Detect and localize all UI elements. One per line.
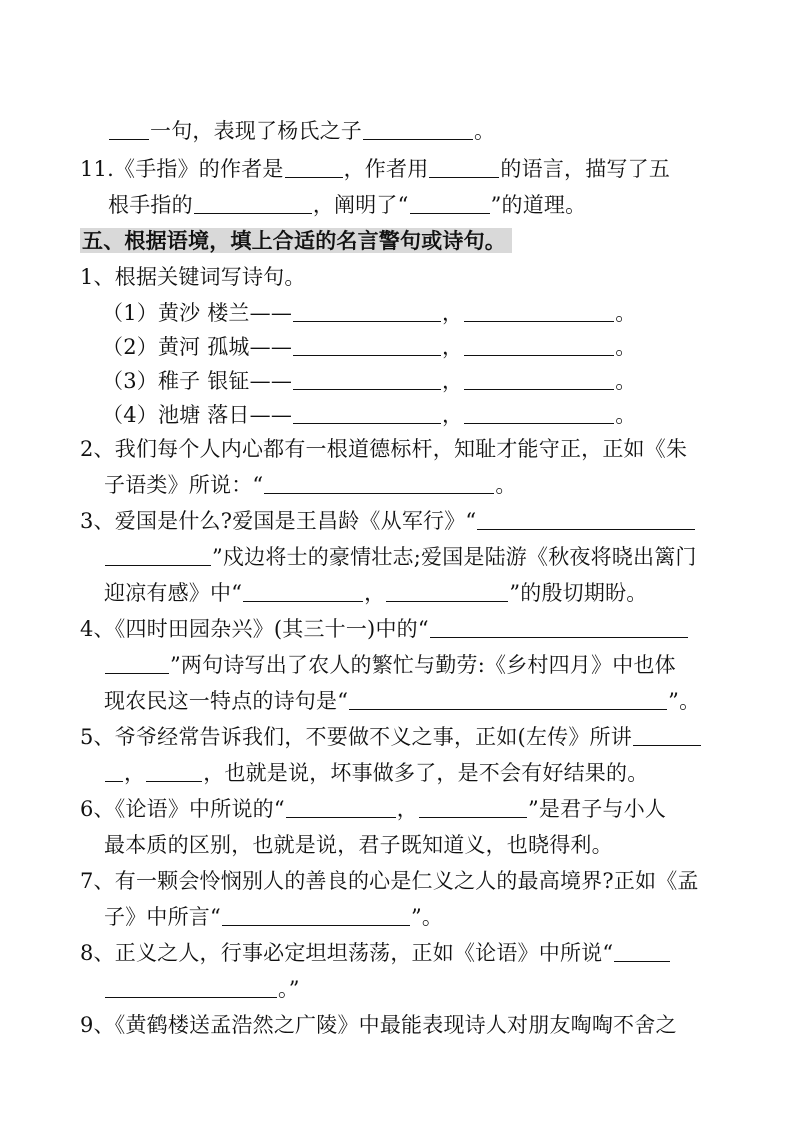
text: ”的殷切期盼。 bbox=[509, 581, 648, 605]
answer-blank[interactable] bbox=[105, 780, 123, 782]
answer-blank[interactable] bbox=[293, 354, 441, 356]
item-label: （3）稚子 银钲—— bbox=[102, 369, 293, 393]
text: ”是君子与小人 bbox=[528, 797, 667, 821]
text: 2、我们每个人内心都有一根道德标杆，知耻才能守正，正如《朱 bbox=[80, 437, 688, 461]
answer-blank[interactable] bbox=[410, 212, 490, 214]
question-5-line-1 bbox=[80, 720, 702, 754]
item-label: （2）黄河 孤城—— bbox=[102, 335, 293, 359]
answer-blank[interactable] bbox=[614, 960, 670, 962]
text: 现农民这一特点的诗句是“ bbox=[104, 689, 349, 713]
question-6-line-2 bbox=[104, 828, 613, 862]
answer-blank[interactable] bbox=[293, 422, 441, 424]
text: ”戍边将士的豪情壮志;爱国是陆游《秋夜将晓出篱门 bbox=[212, 545, 697, 569]
answer-blank[interactable] bbox=[105, 672, 169, 674]
text: ”的道理。 bbox=[490, 193, 587, 217]
item-label: （1）黄沙 楼兰—— bbox=[102, 301, 293, 325]
section-5-heading bbox=[80, 224, 512, 258]
answer-blank[interactable] bbox=[464, 422, 614, 424]
answer-blank[interactable] bbox=[363, 138, 473, 140]
text: 子》中所言“ bbox=[104, 905, 221, 929]
question-8-line-1 bbox=[80, 936, 671, 970]
text: 8、正义之人，行事必定坦坦荡荡，正如《论语》中所说“ bbox=[80, 941, 614, 965]
answer-blank[interactable] bbox=[243, 600, 363, 602]
question-4-line-2 bbox=[104, 648, 676, 682]
question-1-item-1 bbox=[102, 296, 636, 330]
answer-blank[interactable] bbox=[109, 138, 149, 140]
text: 6、《论语》中所说的“ bbox=[80, 797, 285, 821]
text: 1、根据关键词写诗句。 bbox=[80, 265, 306, 289]
text: ， bbox=[442, 335, 464, 359]
text: ”两句诗写出了农人的繁忙与勤劳:《乡村四月》中也体 bbox=[170, 653, 676, 677]
answer-blank[interactable] bbox=[222, 924, 410, 926]
question-7-line-2 bbox=[104, 900, 443, 934]
answer-blank[interactable] bbox=[264, 492, 494, 494]
answer-blank[interactable] bbox=[105, 996, 277, 998]
question-11-line-1 bbox=[80, 152, 670, 186]
answer-blank[interactable] bbox=[477, 528, 695, 530]
question-5-line-2 bbox=[104, 756, 648, 790]
answer-blank[interactable] bbox=[430, 636, 688, 638]
answer-blank[interactable] bbox=[429, 176, 499, 178]
question-2-line-2 bbox=[104, 468, 517, 502]
text: ，阐明了“ bbox=[312, 193, 409, 217]
text: ”。 bbox=[410, 905, 444, 929]
text: 。 bbox=[615, 301, 637, 325]
text: 迎凉有感》中“ bbox=[104, 581, 243, 605]
text: 的语言，描写了五 bbox=[500, 157, 671, 181]
answer-blank[interactable] bbox=[293, 320, 441, 322]
question-3-line-2 bbox=[104, 540, 697, 574]
text: ， bbox=[364, 581, 386, 605]
answer-blank[interactable] bbox=[419, 816, 527, 818]
question-1-item-3 bbox=[102, 364, 636, 398]
question-4-line-1 bbox=[80, 612, 689, 646]
question-1-item-4 bbox=[102, 398, 636, 432]
text: 。 bbox=[615, 335, 637, 359]
text: 4、《四时田园杂兴》(其三十一)中的“ bbox=[80, 617, 429, 641]
text: 根手指的 bbox=[108, 193, 193, 217]
text: ，也就是说，坏事做多了，是不会有好结果的。 bbox=[203, 761, 649, 785]
question-3-line-3 bbox=[104, 576, 647, 610]
text: 子语类》所说：“ bbox=[104, 473, 264, 497]
text: 一句，表现了杨氏之子 bbox=[150, 119, 362, 143]
text: 。 bbox=[495, 473, 517, 497]
text: ， bbox=[124, 761, 146, 785]
answer-blank[interactable] bbox=[464, 320, 614, 322]
question-6-line-1 bbox=[80, 792, 666, 826]
question-1-item-2 bbox=[102, 330, 636, 364]
text: 最本质的区别，也就是说，君子既知道义，也晓得利。 bbox=[104, 833, 613, 857]
answer-blank[interactable] bbox=[194, 212, 312, 214]
text: 9、《黄鹤楼送孟浩然之广陵》中最能表现诗人对朋友啕啕不舍之 bbox=[80, 1013, 677, 1037]
text: 。 bbox=[474, 119, 496, 143]
text: 3、爱国是什么?爱国是王昌龄《从军行》“ bbox=[80, 509, 477, 533]
text: 。” bbox=[278, 977, 300, 1001]
question-7-line-1 bbox=[80, 864, 699, 898]
answer-blank[interactable] bbox=[349, 708, 667, 710]
text: 5、爷爷经常告诉我们，不要做不义之事，正如(左传》所讲 bbox=[80, 725, 632, 749]
answer-blank[interactable] bbox=[146, 780, 202, 782]
answer-blank[interactable] bbox=[105, 564, 211, 566]
answer-blank[interactable] bbox=[386, 600, 508, 602]
question-2-line-1 bbox=[80, 432, 687, 466]
text: 11.《手指》的作者是 bbox=[80, 157, 284, 181]
answer-blank[interactable] bbox=[633, 744, 701, 746]
text: ”。 bbox=[668, 689, 701, 713]
answer-blank[interactable] bbox=[286, 816, 396, 818]
text: 7、有一颗会怜悯别人的善良的心是仁义之人的最高境界?正如《孟 bbox=[80, 869, 699, 893]
text: ， bbox=[442, 403, 464, 427]
text: ， bbox=[442, 301, 464, 325]
question-4-line-3 bbox=[104, 684, 700, 718]
answer-blank[interactable] bbox=[293, 388, 441, 390]
text: 。 bbox=[615, 369, 637, 393]
item-label: （4）池塘 落日—— bbox=[102, 403, 293, 427]
section-title: 五、根据语境，填上合适的名言警句或诗句。 bbox=[80, 228, 512, 253]
question-3-line-1 bbox=[80, 504, 696, 538]
text: ，作者用 bbox=[343, 157, 429, 181]
answer-blank[interactable] bbox=[285, 176, 343, 178]
text: 。 bbox=[615, 403, 637, 427]
question-1-stem bbox=[80, 260, 306, 294]
question-11-line-2 bbox=[108, 188, 586, 222]
question-9-line-1 bbox=[80, 1008, 677, 1042]
continuation-line bbox=[108, 114, 495, 148]
text: ， bbox=[442, 369, 464, 393]
question-8-line-2 bbox=[104, 972, 300, 1006]
answer-blank[interactable] bbox=[464, 388, 614, 390]
answer-blank[interactable] bbox=[464, 354, 614, 356]
text: ， bbox=[396, 797, 418, 821]
